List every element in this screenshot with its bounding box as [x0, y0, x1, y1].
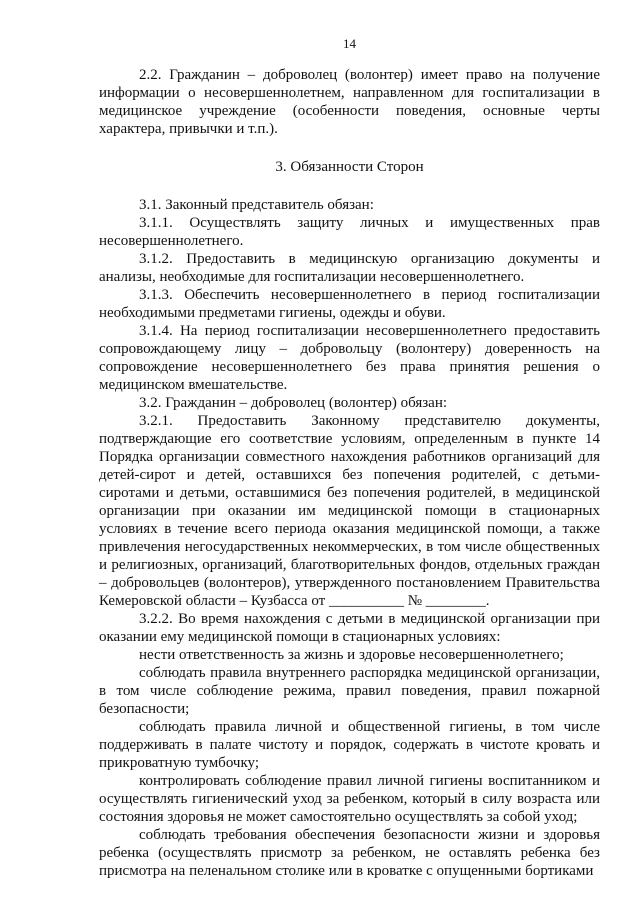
paragraph: соблюдать требования обеспечения безопасности жизни и здоровья ребенка (осуществлять присмотр за ребенком, не оставлять ребенка без присмотра на пеленальном столике или в кроватке с опущенными бортиками	[99, 827, 600, 879]
document-body	[99, 66, 600, 880]
paragraph: соблюдать правила внутреннего распорядка медицинской организации, в том числе соблюдение режима, правил поведения, правил пожарной безопасности;	[99, 665, 600, 717]
paragraph: контролировать соблюдение правил личной гигиены воспитанником и осуществлять гигиенический уход за ребенком, который в силу возраста или состояния здоровья не может самостоятельно осуществлять за собой уход;	[99, 773, 600, 825]
page-number: 14	[343, 36, 356, 51]
paragraph: соблюдать правила личной и общественной гигиены, в том числе поддерживать в палате чистоту и порядок, содержать в чистоте кровать и прикроватную тумбочку;	[99, 719, 600, 771]
paragraph: 3.2.1. Предоставить Законному представителю документы, подтверждающие его соответствие условиям, определенным в пункте 14 Порядка организации совместного нахождения работников организаций для детей-сирот и детей, оставшихся без попечения родителей, с детьми-сиротами и детьми, оставшимися без попечения родителей, в медицинской организации при оказании им медицинской помощи в стационарных условиях в течение всего периода оказания медицинской помощи, а также привлечения негосударственных некоммерческих, в том числе общественных и религиозных, организаций, благотворительных фондов, отдельных граждан – добровольцев (волонтеров), утвержденного постановлением Правительства Кемеровской области – Кузбасса от __________ № ________.	[99, 413, 600, 609]
paragraph: 3.1.4. На период госпитализации несовершеннолетнего предоставить сопровождающему лицу – добровольцу (волонтеру) доверенность на сопровождение несовершеннолетнего без права принятия решения о медицинском вмешательстве.	[99, 323, 600, 393]
paragraph: 3.2. Гражданин – доброволец (волонтер) обязан:	[139, 395, 448, 411]
paragraph: 3.2.2. Во время нахождения с детьми в медицинской организации при оказании ему медицинской помощи в стационарных условиях:	[99, 611, 600, 645]
paragraph: 3.1.2. Предоставить в медицинскую организацию документы и анализы, необходимые для госпитализации несовершеннолетнего.	[99, 251, 600, 285]
section-heading: 3. Обязанности Сторон	[275, 159, 424, 175]
paragraph: 3.1.1. Осуществлять защиту личных и имущественных прав несовершеннолетнего.	[99, 215, 600, 249]
paragraph: 3.1.3. Обеспечить несовершеннолетнего в период госпитализации необходимыми предметами гигиены, одежды и обуви.	[99, 287, 600, 321]
paragraph: нести ответственность за жизнь и здоровье несовершеннолетнего;	[139, 647, 564, 663]
paragraph: 3.1. Законный представитель обязан:	[139, 197, 374, 213]
paragraph: 2.2. Гражданин – доброволец (волонтер) имеет право на получение информации о несовершеннолетнем, направленном для госпитализации в медицинское учреждение (особенности поведения, основные черты характера, привычки и т.п.).	[99, 67, 600, 137]
